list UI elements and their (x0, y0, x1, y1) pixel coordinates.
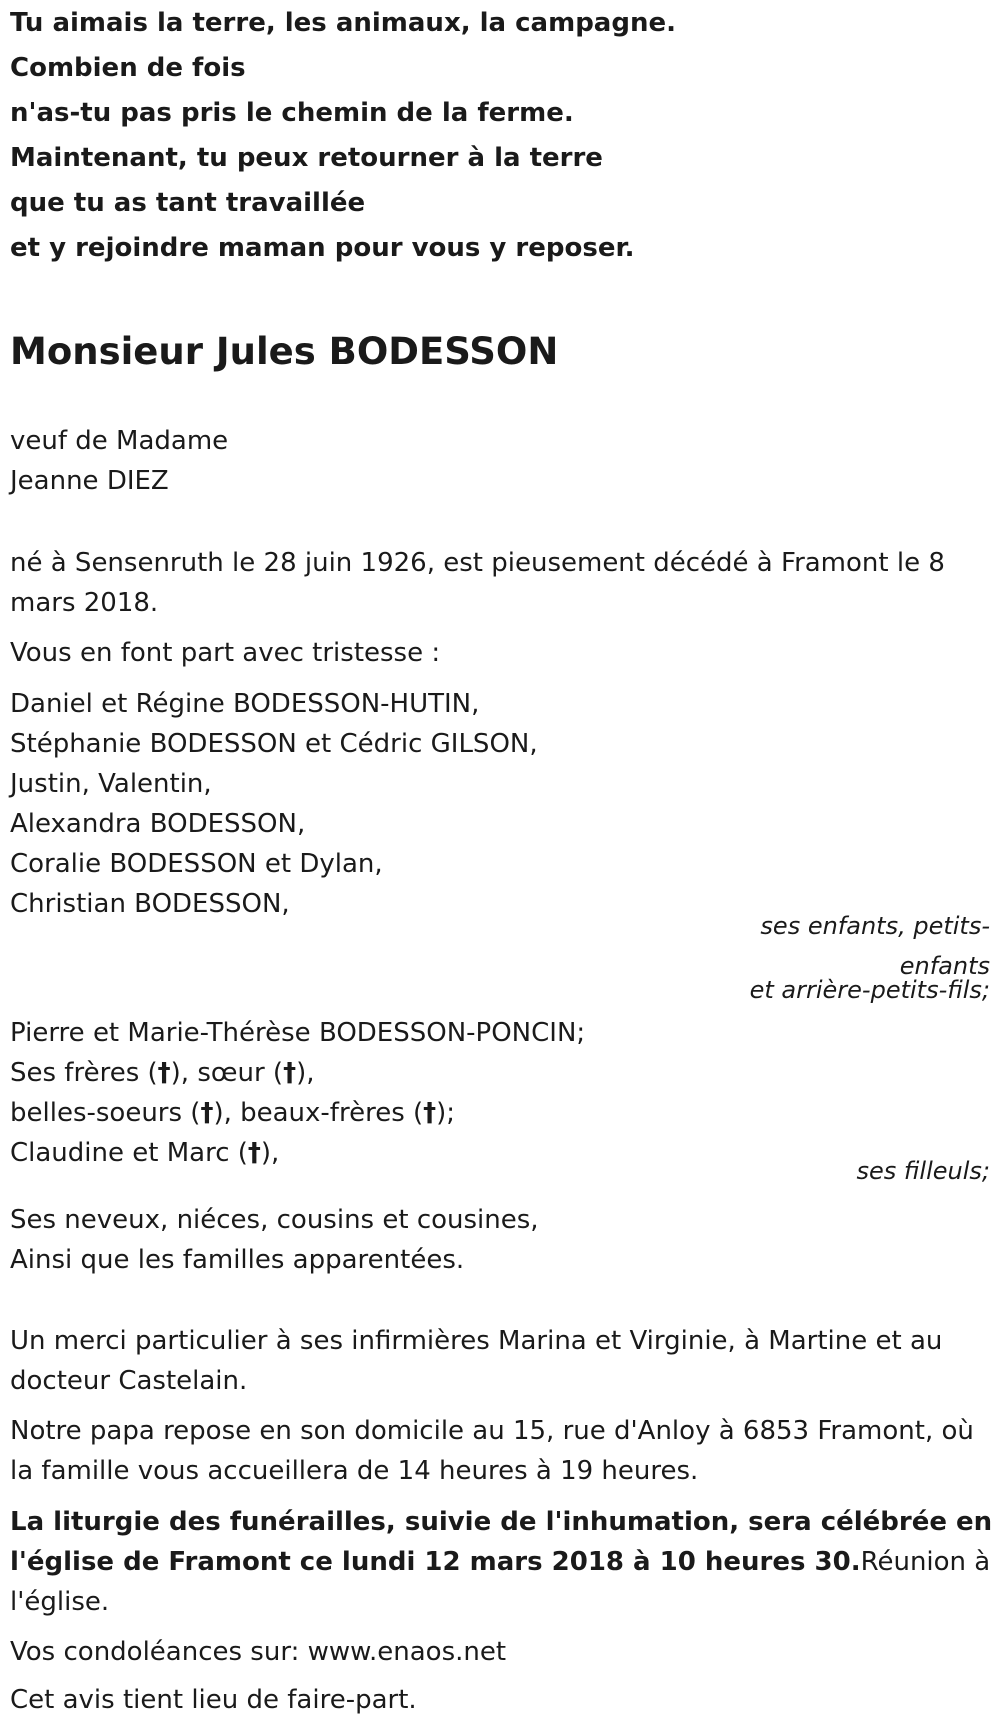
family-member: Alexandra BODESSON, (10, 809, 306, 839)
cross-icon: † (200, 1098, 214, 1128)
text-part: ), (296, 1058, 315, 1088)
widower-line: Jeanne DIEZ (10, 466, 169, 496)
text-part: ), (260, 1138, 280, 1168)
text-part: ); (436, 1098, 456, 1128)
family-member (10, 1133, 279, 1173)
relationship-caption: ses enfants, petits- (760, 912, 990, 940)
condolences-link[interactable]: www.enaos.net (307, 1637, 507, 1667)
extended-family-line: Ainsi que les familles apparentées. (10, 1245, 465, 1275)
thanks-text: Un merci particulier à ses infirmières Marina et Virginie, à Martine et au (10, 1326, 943, 1356)
family-member: Pierre et Marie-Thérèse BODESSON-PONCIN; (10, 1018, 586, 1048)
relationship-caption: enfants (899, 952, 990, 980)
family-member: Daniel et Régine BODESSON-HUTIN, (10, 689, 480, 719)
family-member: Christian BODESSON, (10, 889, 290, 919)
family-member: Coralie BODESSON et Dylan, (10, 849, 383, 879)
cross-icon: † (157, 1058, 171, 1088)
condolences-line (10, 1632, 506, 1672)
cross-icon: † (423, 1098, 437, 1128)
funeral-text: La liturgie des funérailles, suivie de l'inhumation, sera célébrée en (10, 1507, 993, 1537)
funeral-text (10, 1542, 990, 1582)
cross-icon: † (283, 1058, 297, 1088)
poem-line: Combien de fois (10, 53, 246, 83)
extended-family-line: Ses neveux, niéces, cousins et cousines, (10, 1205, 539, 1235)
closing-text: Cet avis tient lieu de faire-part. (10, 1685, 417, 1715)
widower-line: veuf de Madame (10, 426, 229, 456)
family-member: Justin, Valentin, (10, 769, 212, 799)
visitation-text: Notre papa repose en son domicile au 15, rue d'Anloy à 6853 Framont, où (10, 1416, 974, 1446)
poem-line: et y rejoindre maman pour vous y reposer. (10, 233, 635, 263)
birth-death-text: né à Sensenruth le 28 juin 1926, est pieusement décédé à Framont le 8 (10, 548, 945, 578)
family-member: Stéphanie BODESSON et Cédric GILSON, (10, 729, 538, 759)
poem-line: n'as-tu pas pris le chemin de la ferme. (10, 98, 574, 128)
visitation-text: la famille vous accueillera de 14 heures à 19 heures. (10, 1456, 699, 1486)
poem-line: que tu as tant travaillée (10, 188, 366, 218)
text-part: Ses frères ( (10, 1058, 158, 1088)
text-part: ), beaux-frères ( (213, 1098, 424, 1128)
text-part: ), sœur ( (170, 1058, 284, 1088)
funeral-text: l'église. (10, 1587, 110, 1617)
poem-line: Maintenant, tu peux retourner à la terre (10, 143, 603, 173)
funeral-date: l'église de Framont ce lundi 12 mars 2018 à 10 heures 30. (10, 1547, 861, 1577)
condolences-label: Vos condoléances sur: (10, 1637, 308, 1667)
thanks-text: docteur Castelain. (10, 1366, 248, 1396)
deceased-name: Monsieur Jules BODESSON (10, 330, 559, 373)
poem-line: Tu aimais la terre, les animaux, la campagne. (10, 8, 676, 38)
funeral-meeting: Réunion à (860, 1547, 991, 1577)
family-member (10, 1093, 455, 1133)
announcement-intro: Vous en font part avec tristesse : (10, 638, 441, 668)
relationship-caption: et arrière-petits-fils; (749, 976, 990, 1004)
cross-icon: † (247, 1138, 261, 1168)
family-member (10, 1053, 314, 1093)
relationship-caption: ses filleuls; (856, 1157, 990, 1185)
text-part: Claudine et Marc ( (10, 1138, 248, 1168)
birth-death-text: mars 2018. (10, 588, 159, 618)
text-part: belles-soeurs ( (10, 1098, 201, 1128)
